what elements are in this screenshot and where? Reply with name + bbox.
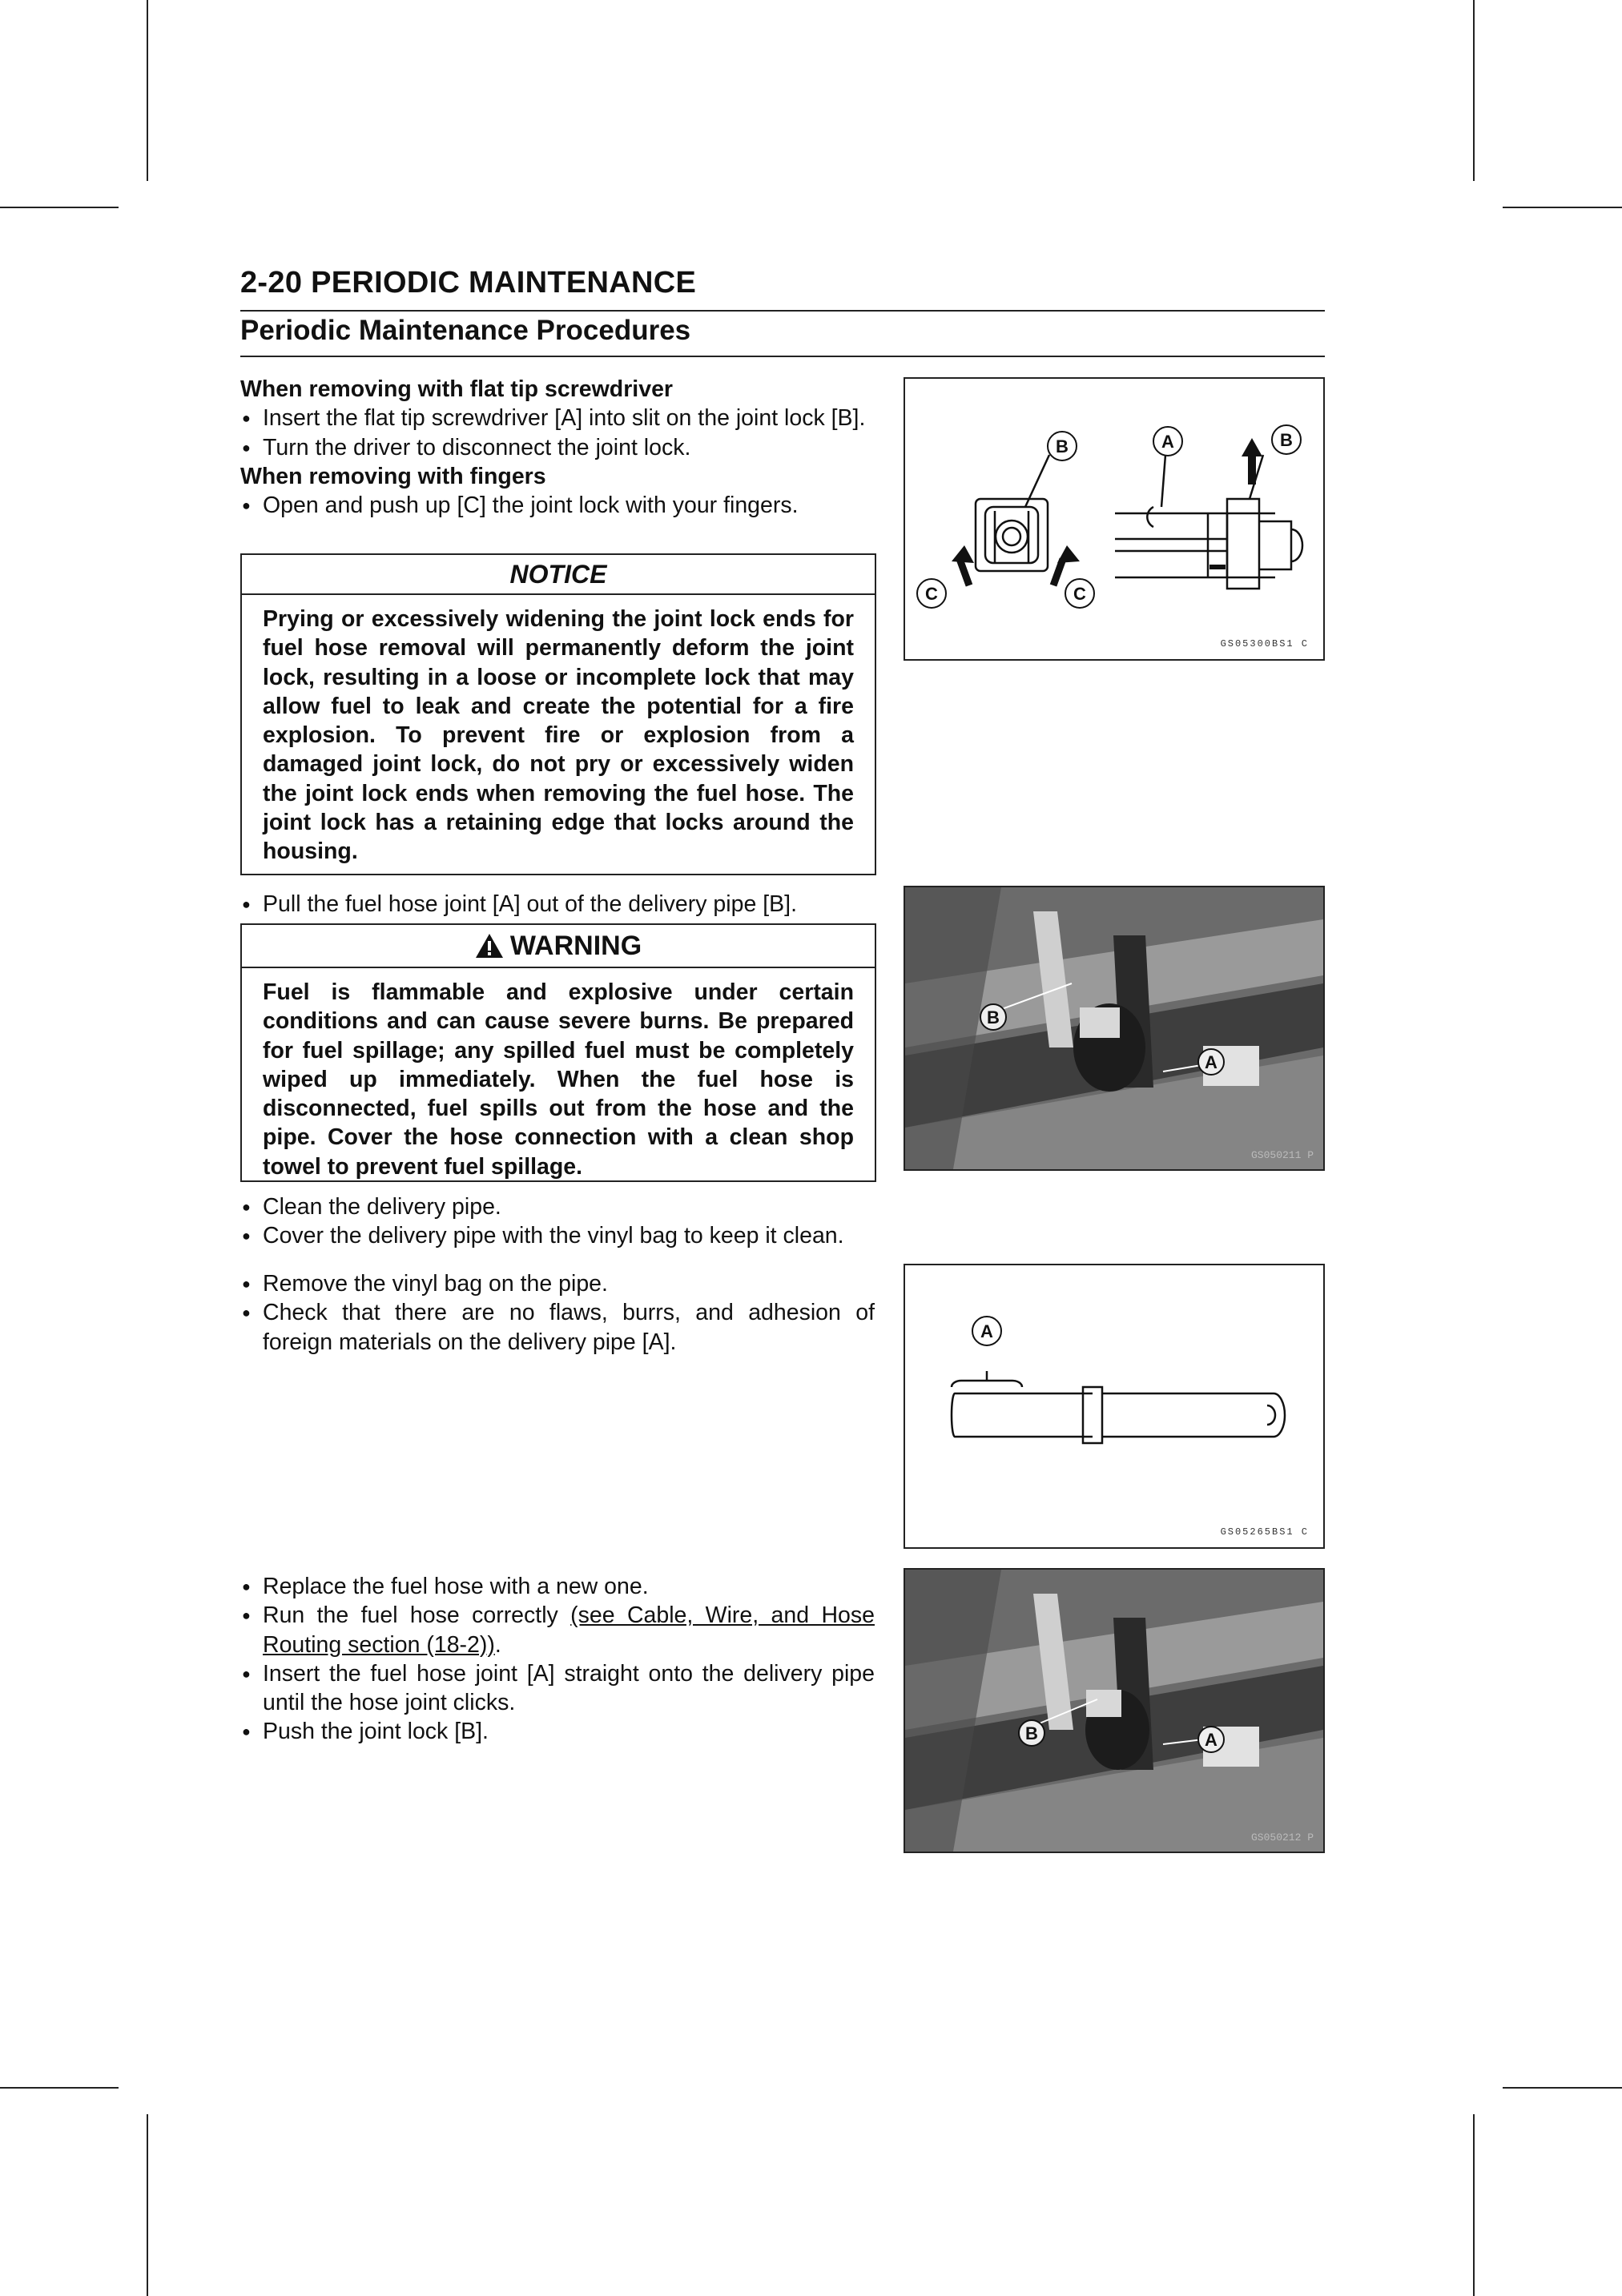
list-item: ● Check that there are no flaws, burrs, and adhesion of foreign materials on the delivery pipe [A]. xyxy=(240,1298,875,1357)
list-item: ● Remove the vinyl bag on the pipe. xyxy=(240,1269,875,1298)
figure-code: GS050211 P xyxy=(1250,1149,1314,1161)
fuel-hose-joint-photo xyxy=(904,886,1325,1171)
list-item: ● Replace the fuel hose with a new one. xyxy=(240,1572,875,1601)
subheading-screwdriver: When removing with flat tip screwdriver xyxy=(240,376,674,402)
delivery-pipe-diagram xyxy=(904,1264,1325,1549)
crop-mark xyxy=(0,207,119,208)
callout-label: C xyxy=(925,584,938,604)
warning-text: Fuel is flammable and explosive under certain conditions and can cause severe burns. Be prepared for fuel spillage; any spilled fuel must be completely wiped up immediately. When the fuel hose is disconnected, fuel spills out from the hose and the pipe. Cover the hose connection with a clean shop towel to prevent fuel spillage. xyxy=(263,979,854,1180)
warning-title: WARNING xyxy=(509,931,642,961)
notice-title: NOTICE xyxy=(242,555,875,595)
section-rule xyxy=(240,356,1325,357)
crop-mark xyxy=(0,2087,119,2089)
list-item: ● Clean the delivery pipe. xyxy=(240,1192,875,1221)
list-item: ● Turn the driver to disconnect the joint lock. xyxy=(240,433,875,462)
list-item: ● Cover the delivery pipe with the vinyl bag to keep it clean. xyxy=(240,1221,875,1250)
warning-box xyxy=(240,923,876,1182)
list-item: ● Open and push up [C] the joint lock with your fingers. xyxy=(240,491,875,520)
figure-code: GS05265BS1 C xyxy=(1220,1526,1309,1538)
figure-code: GS050212 P xyxy=(1250,1832,1314,1844)
pull-step xyxy=(240,890,875,919)
crop-mark xyxy=(1473,2114,1475,2296)
warning-header xyxy=(242,925,875,968)
install-steps xyxy=(240,1572,875,1747)
crop-mark xyxy=(147,0,148,181)
clean-steps xyxy=(240,1192,875,1251)
removal-steps xyxy=(240,375,875,520)
list-item: ● Push the joint lock [B]. xyxy=(240,1717,875,1746)
routing-text: Run the fuel hose correctly xyxy=(263,1602,571,1629)
figure-code: GS05300BS1 C xyxy=(1220,638,1309,649)
section-title: Periodic Maintenance Procedures xyxy=(240,315,691,346)
callout-label: A xyxy=(980,1321,993,1341)
notice-box xyxy=(240,553,876,875)
crop-mark xyxy=(147,2114,148,2296)
routing-text-end: . xyxy=(494,1631,501,1658)
list-item xyxy=(240,1601,875,1659)
callout-label: C xyxy=(1073,584,1086,604)
callout-label: A xyxy=(1205,1052,1218,1072)
callout-label: B xyxy=(1056,436,1069,456)
callout-label: B xyxy=(1025,1723,1038,1743)
crop-mark xyxy=(1473,0,1475,181)
header-rule xyxy=(240,310,1325,312)
callout-label: B xyxy=(987,1007,1000,1027)
callout-label: A xyxy=(1161,432,1174,452)
list-item: ● Pull the fuel hose joint [A] out of the delivery pipe [B]. xyxy=(240,890,875,919)
inspect-steps xyxy=(240,1269,875,1357)
routing-reference-link[interactable]: (see Cable, Wire, and Hose Routing section (18-2)) xyxy=(263,1602,875,1658)
warning-triangle-icon xyxy=(475,933,504,959)
crop-mark xyxy=(1503,2087,1622,2089)
joint-lock-diagram xyxy=(904,377,1325,661)
installed-joint-photo xyxy=(904,1568,1325,1853)
list-item: ● Insert the fuel hose joint [A] straight onto the delivery pipe until the hose joint clicks. xyxy=(240,1659,875,1718)
subheading-fingers: When removing with fingers xyxy=(240,463,546,489)
page-title: 2-20 PERIODIC MAINTENANCE xyxy=(240,266,697,300)
crop-mark xyxy=(1503,207,1622,208)
callout-label: B xyxy=(1280,430,1293,450)
notice-text: Prying or excessively widening the joint lock ends for fuel hose removal will permanently deform the joint lock, resulting in a loose or incomplete lock that may allow fuel to leak and create the potential for a fire explosion. To prevent fire or explosion from a damaged joint lock, do not pry or excessively widen the joint lock ends when removing the fuel hose. The joint lock has a retaining edge that locks around the housing. xyxy=(263,606,854,865)
callout-label: A xyxy=(1205,1730,1218,1750)
list-item: ● Insert the flat tip screwdriver [A] into slit on the joint lock [B]. xyxy=(240,404,875,432)
